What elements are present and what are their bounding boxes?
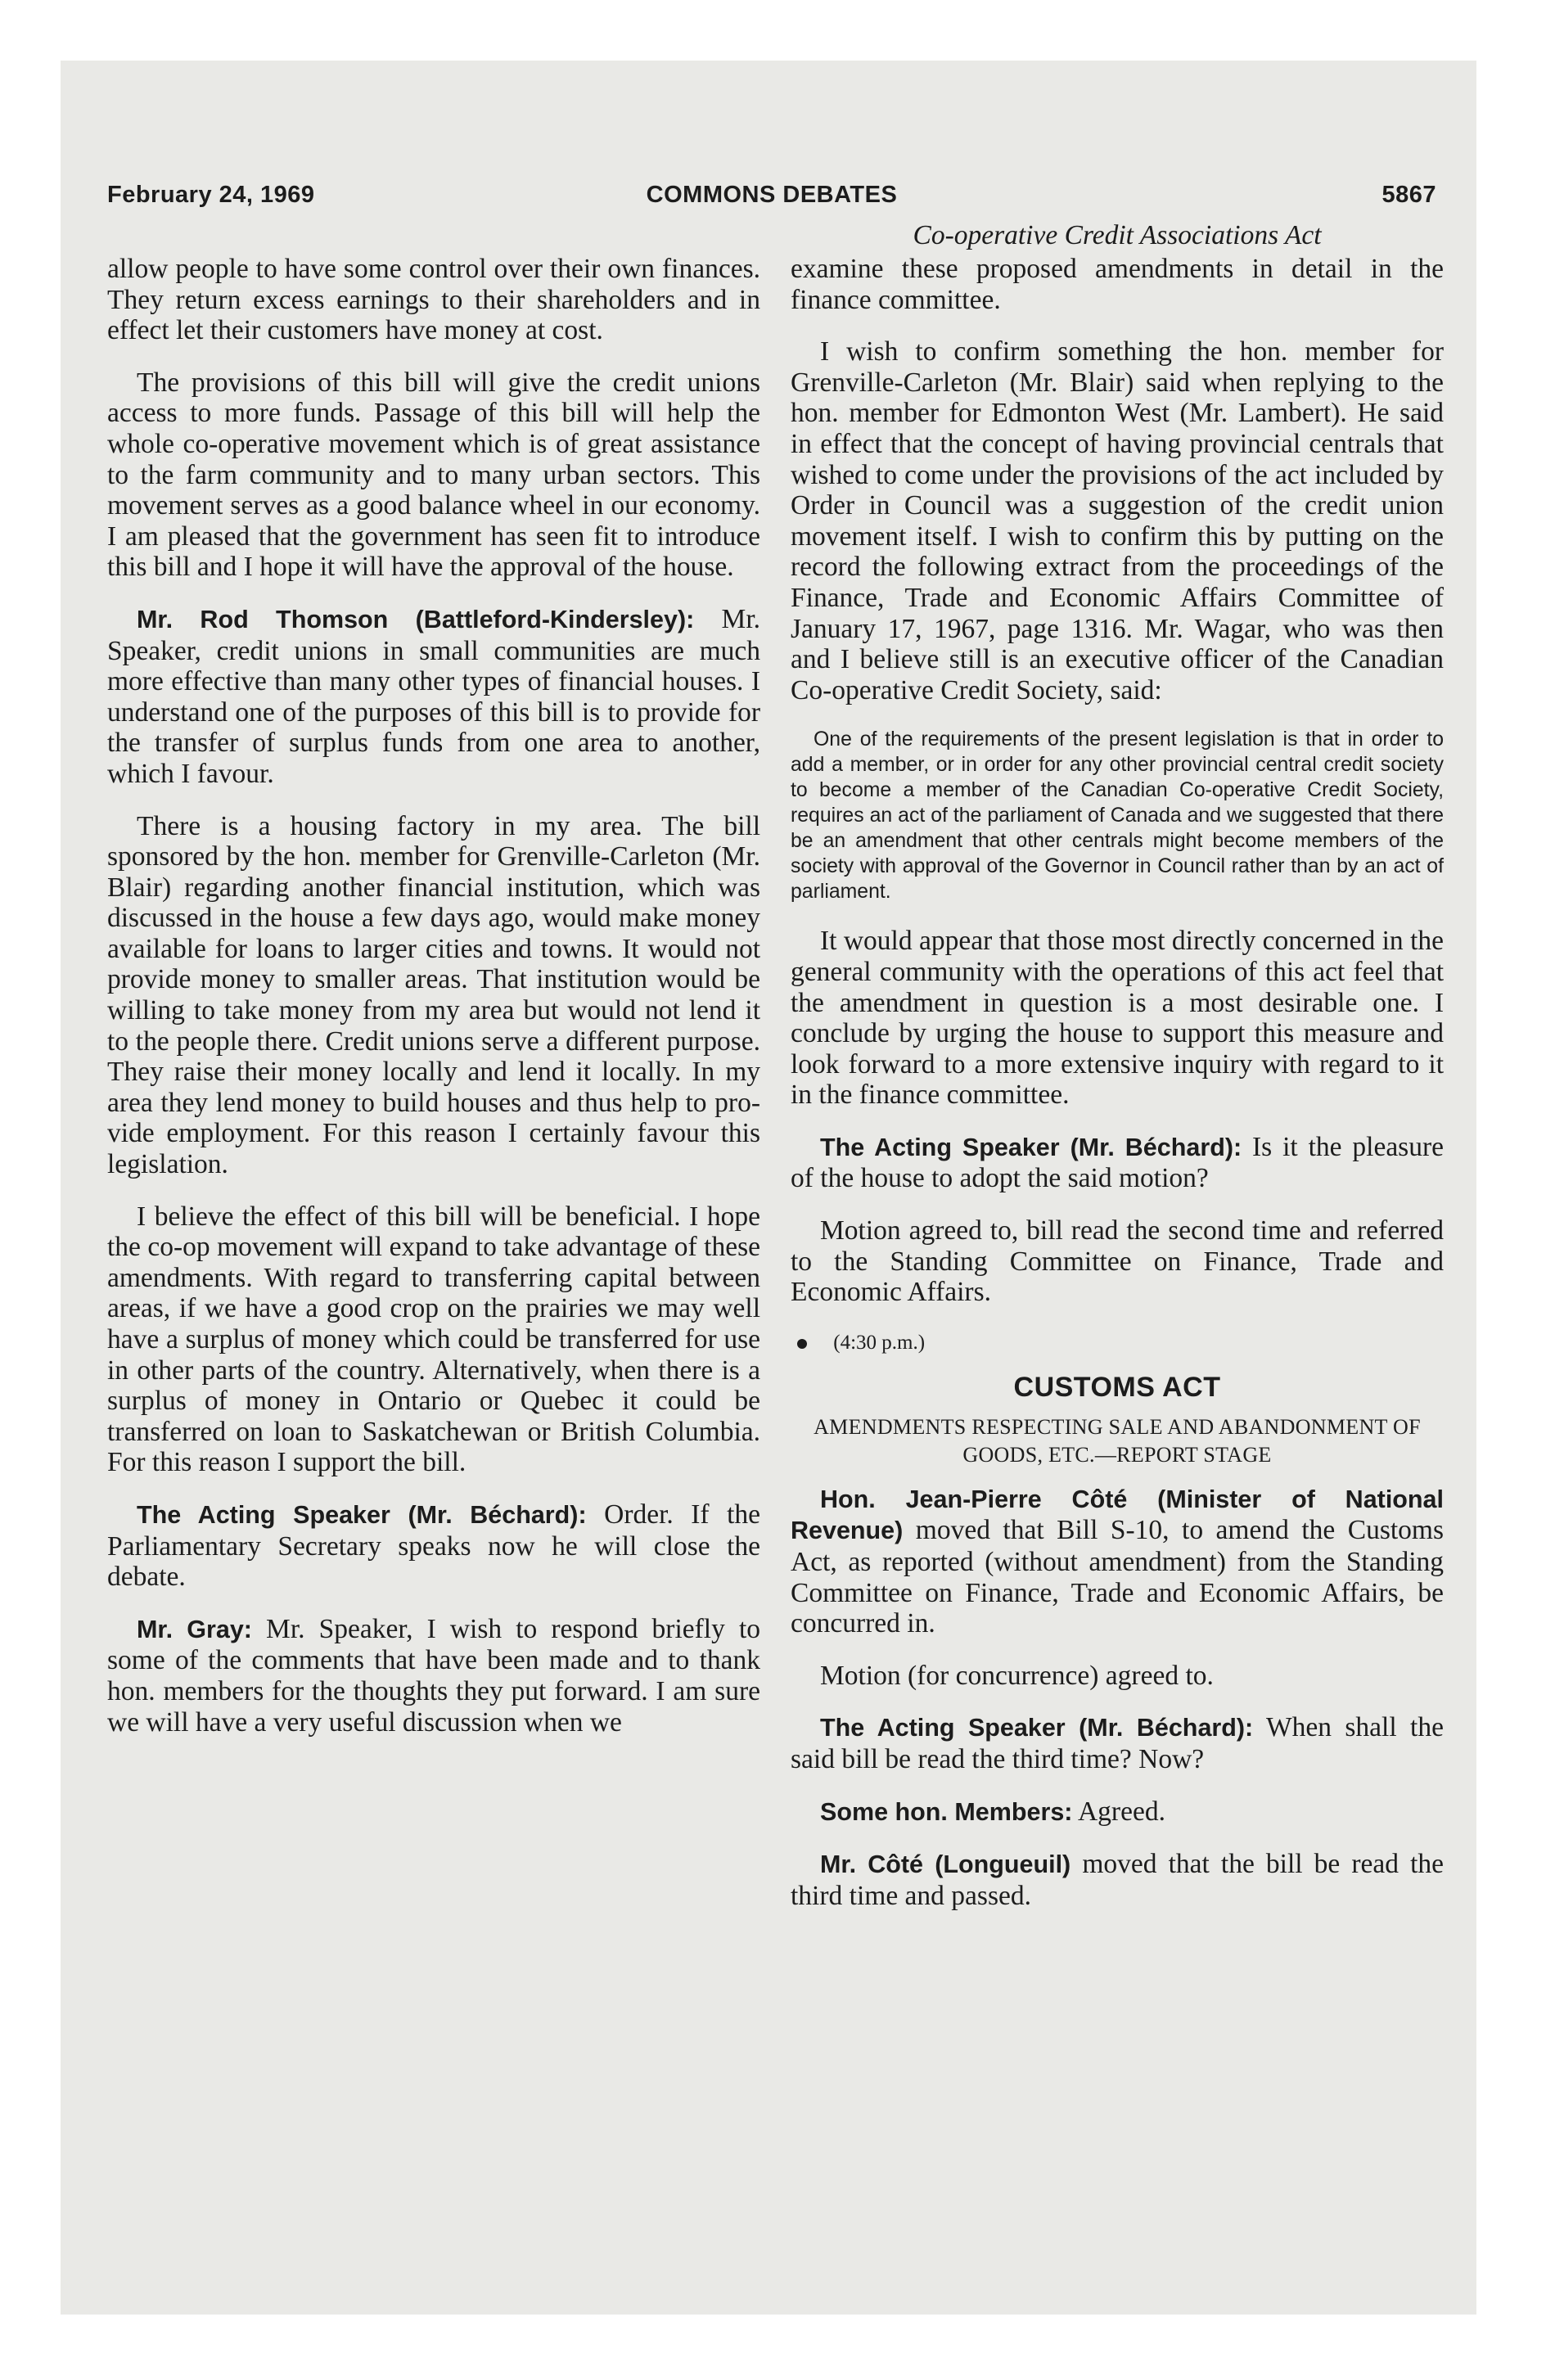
right-paragraph-6: [791, 1484, 1444, 1639]
header-page-number: 5867: [1381, 182, 1436, 208]
header-date: February 24, 1969: [107, 182, 315, 208]
speech-text: moved that the bill be read the third time and passed.: [791, 1849, 1444, 1911]
speech-text: Mr. Speaker, I wish to respond briefly to some of the comments that have been made and to thank hon. members for the thoughts they put forward. I am sure we will have a very useful discussion when we: [107, 1613, 760, 1738]
right-paragraph-4: [791, 1132, 1444, 1194]
speaker-name: Mr. Côté (Longueuil): [820, 1850, 1071, 1879]
speech-text: Order. If the Parliamentary Secretary speaks now he will close the debate.: [107, 1499, 760, 1593]
left-paragraph-7: [107, 1614, 760, 1738]
speaker-name: Some hon. Members:: [820, 1797, 1073, 1826]
left-paragraph-2: The provisions of this bill will give the credit unions access to more funds. Passage of this bill will help the whole co-operative movement which is of great assistance to the farm community and to many urban sectors. This movement serves as a good balance wheel in our economy. I am pleased that the government has seen fit to introduce this bill and I hope it will have the approval of the house.: [107, 367, 760, 583]
right-paragraph-8: [791, 1712, 1444, 1774]
section-title: Co-operative Credit Associations Act: [913, 220, 1322, 250]
right-paragraph-9: [791, 1796, 1444, 1828]
left-paragraph-4: There is a housing factory in my area. The bill sponsored by the hon. member for Grenville-Carleton (Mr. Blair) regarding another financial institution, which was discussed in the house a few days ago, would make money available for loans to larger cities and towns. It would not provide money to smaller areas. That institution would be willing to take money from my area but would not lend it to the people there. Credit unions serve a different purpose. They raise their money locally and lend it locally. In my area they lend money to build houses and thus help to provide employment. For this reason I certainly favour this legislation.: [107, 810, 760, 1180]
right-paragraph-7: Motion (for concurrence) agreed to.: [820, 1660, 1214, 1691]
left-column: [107, 254, 760, 1759]
speech-text: When shall the said bill be read the third time? Now?: [791, 1712, 1444, 1774]
left-paragraph-3: [107, 604, 760, 790]
speaker-name: The Acting Speaker (Mr. Béchard):: [820, 1714, 1254, 1742]
section-heading: CUSTOMS ACT: [1013, 1371, 1221, 1403]
speech-text: Mr. Speaker, credit unions in small communities are much more effective than many other types of financial houses. I understand one of the purposes of this bill is to provide for the transfer of surplus funds from one area to another, which I favour.: [107, 603, 761, 789]
speech-text: Agreed.: [1077, 1796, 1165, 1827]
speaker-name: The Acting Speaker (Mr. Béchard):: [137, 1500, 587, 1529]
header-publication: COMMONS DEBATES: [646, 182, 898, 208]
speech-text: Is it the pleasure of the house to adopt the said motion?: [791, 1131, 1444, 1194]
bullet-icon: [797, 1339, 807, 1349]
speaker-name: Hon. Jean-Pierre Côté (Minister of National Revenue): [791, 1485, 1444, 1545]
running-header: [107, 182, 1436, 214]
right-column: [791, 219, 1444, 1932]
section-subheading: AMENDMENTS RESPECTING SALE AND ABANDONMENT OF GOODS, ETC.—REPORT STAGE: [814, 1414, 1421, 1467]
left-paragraph-1: allow people to have some control over their own finances. They return excess earnings to their shareholders and in effect let their customers have money at cost.: [107, 254, 760, 346]
right-paragraph-1: examine these proposed amendments in detail in the finance committee.: [791, 254, 1444, 315]
time-text: (4:30 p.m.): [833, 1331, 926, 1354]
right-paragraph-10: [791, 1849, 1444, 1911]
right-paragraph-3: It would appear that those most directly concerned in the general community with the operations of this act feel that the amendment in question is a most desirable one. I conclude by urging the house to support this measure and look forward to a more extensive inquiry with regard to it in the finance committee.: [791, 926, 1444, 1111]
quoted-extract: One of the requirements of the present legislation is that in order to add a member, or in order for any other provincial central credit society to become a member of the Canadian Co-operative Credit Society, requires an act of the parliament of Canada and we suggested that there be an amendment that other centrals might become members of the society with approval of the Governor in Council rather than by an act of parliament.: [791, 728, 1444, 904]
left-paragraph-5: I believe the effect of this bill will be beneficial. I hope the co-op movement will expand to take advantage of these amendments. With regard to transferring capital between areas, if we have a good crop on the prairies we may well have a surplus of money which could be transferred for use in other parts of the country. Alternatively, when there is a surplus of money in Ontario or Quebec it could be transferred on loan to Saskatchewan or British Columbia. For this reason I support the bill.: [107, 1201, 760, 1478]
speaker-name: Mr. Rod Thomson (Battleford-Kindersley):: [137, 605, 695, 633]
speaker-name: The Acting Speaker (Mr. Béchard):: [820, 1133, 1242, 1161]
right-paragraph-2: I wish to confirm something the hon. member for Grenville-Carleton (Mr. Blair) said when replying to the hon. member for Edmonton West (Mr. Lambert). He said in effect that the concept of having provincial centrals that wished to come under the provisions of the act included by Order in Council was a suggestion of the credit union movement itself. I wish to confirm this by putting on the record the following extract from the proceedings of the Finance, Trade and Economic Affairs Committee of January 17, 1967, page 1316. Mr. Wagar, who was then and I believe still is an executive officer of the Canadian Co-operative Credit Society, said:: [791, 336, 1444, 705]
time-marker: [797, 1329, 1444, 1357]
speech-text: moved that Bill S-10, to amend the Customs Act, as reported (without amendment) from the Standing Committee on Finance, Trade and Economic Affairs, be concurred in.: [791, 1515, 1445, 1639]
speaker-name: Mr. Gray:: [137, 1615, 252, 1643]
left-paragraph-6: [107, 1499, 760, 1593]
right-paragraph-5: Motion agreed to, bill read the second time and referred to the Standing Committee on Finance, Trade and Economic Affairs.: [791, 1215, 1444, 1308]
